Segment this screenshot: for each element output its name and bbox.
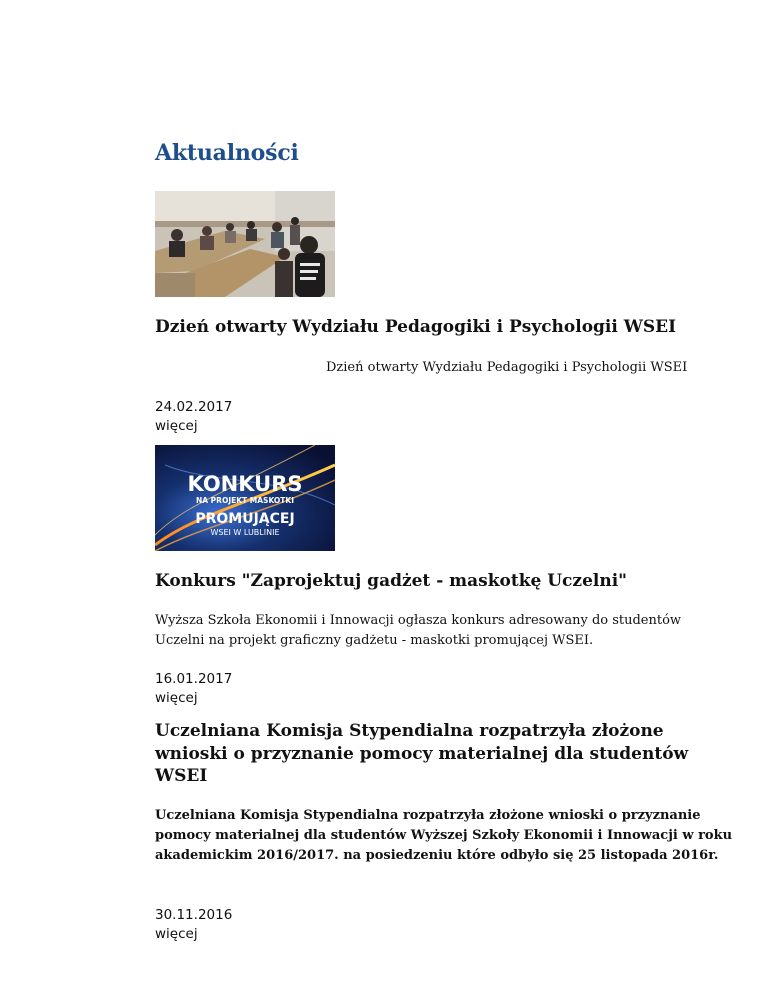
konkurs-banner bbox=[155, 445, 335, 551]
article-date: 24.02.2017 bbox=[155, 399, 233, 415]
article-title[interactable]: Konkurs "Zaprojektuj gadżet - maskotkę Uczelni" bbox=[155, 571, 628, 591]
classroom-photo bbox=[155, 191, 335, 297]
article-title[interactable]: Dzień otwarty Wydziału Pedagogiki i Psychologii WSEI bbox=[155, 317, 677, 337]
more-link[interactable]: więcej bbox=[155, 690, 198, 706]
article-image-classroom[interactable] bbox=[155, 191, 335, 297]
banner-line-3: PROMUJĄCEJ bbox=[195, 511, 295, 527]
article-lead: Dzień otwarty Wydziału Pedagogiki i Psychologii WSEI bbox=[326, 360, 688, 375]
more-link[interactable]: więcej bbox=[155, 418, 198, 434]
banner-line-2: NA PROJEKT MASKOTKI bbox=[195, 496, 295, 505]
article-lead: Uczelniana Komisja Stypendialna rozpatrzyła złożone wnioski o przyznanie pomocy materialnej dla studentów Wyższej Szkoły Ekonomii i Innowacji w roku akademickim 2016/2017. na posiedzeniu które odbyło się 25 listopada 2016r. bbox=[155, 808, 733, 863]
article-lead: Wyższa Szkoła Ekonomii i Innowacji ogłasza konkurs adresowany do studentów Uczelni na projekt graficzny gadżetu - maskotki promującej WSEI. bbox=[155, 613, 682, 648]
banner-line-1: KONKURS bbox=[187, 472, 303, 496]
article-title[interactable]: Uczelniana Komisja Stypendialna rozpatrzyła złożone wnioski o przyznanie pomocy materialnej dla studentów WSEI bbox=[155, 721, 689, 786]
article-image-konkurs[interactable] bbox=[155, 445, 335, 551]
article-date: 30.11.2016 bbox=[155, 907, 233, 923]
page-title: Aktualności bbox=[155, 140, 299, 166]
more-link[interactable]: więcej bbox=[155, 926, 198, 942]
banner-line-4: WSEI W LUBLINIE bbox=[210, 528, 280, 537]
article-date: 16.01.2017 bbox=[155, 671, 233, 687]
